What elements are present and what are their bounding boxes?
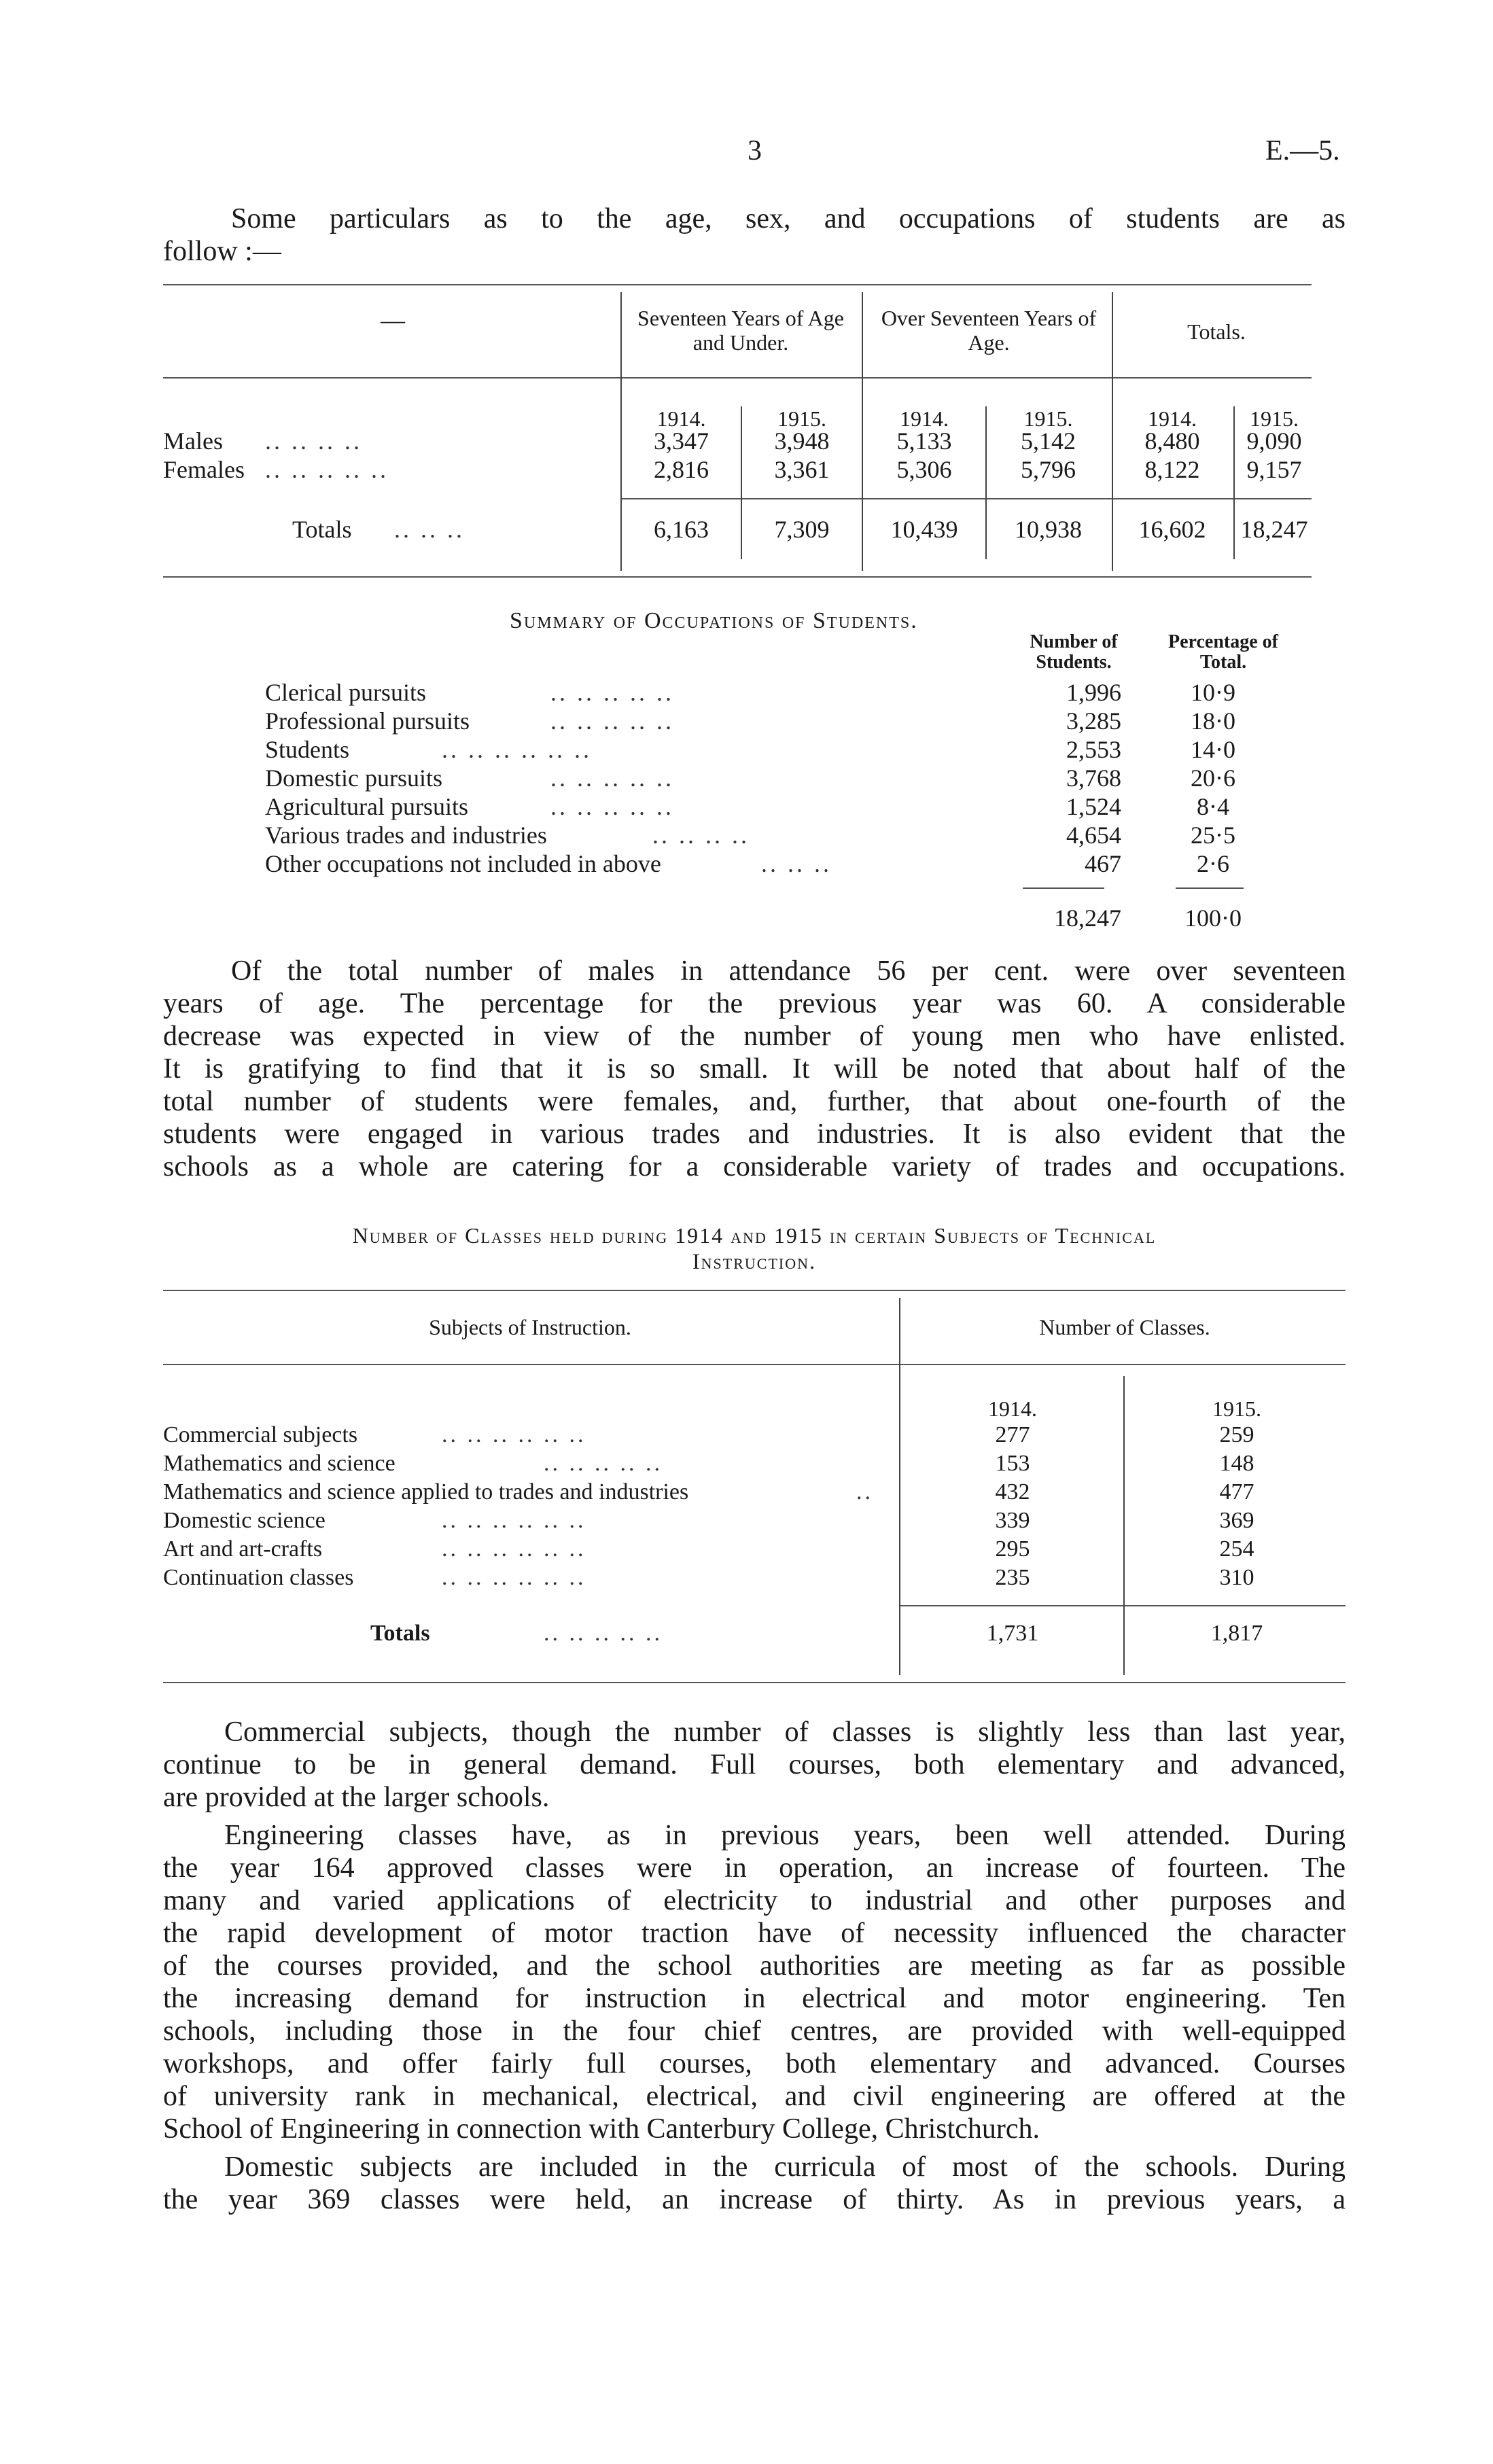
- student-count: 467: [1085, 850, 1121, 877]
- row-label: Females: [163, 456, 245, 483]
- cell: 10,938: [1015, 516, 1082, 543]
- cell: 8,122: [1144, 456, 1200, 483]
- student-count: 3,285: [1066, 707, 1121, 735]
- subject-label: Mathematics and science applied to trades and industries: [163, 1479, 689, 1504]
- occupations-title: Summary of Occupations of Students.: [510, 608, 918, 633]
- leader-dots: .. .. ..: [761, 850, 832, 877]
- cell: 2,816: [654, 456, 709, 483]
- text-line: workshops, and offer fairly full courses, both elementary and advanced. Courses: [163, 2048, 1346, 2079]
- percentage: 18·0: [1191, 707, 1235, 735]
- page-number: 3: [748, 135, 762, 166]
- text-line: of the courses provided, and the school authorities are meeting as far as possible: [163, 1950, 1346, 1982]
- occupation-label: Professional pursuits: [265, 707, 470, 735]
- cell: 3,361: [774, 456, 830, 483]
- occupations-total-number: 18,247: [1054, 904, 1121, 932]
- classes-title-line-1: Number of Classes held during 1914 and 1915 in certain Subjects of Technical: [352, 1223, 1157, 1248]
- cell: 5,142: [1021, 427, 1076, 455]
- cell: 295: [995, 1536, 1030, 1562]
- text-line: total number of students were females, and, further, that about one-fourth of the: [163, 1086, 1346, 1117]
- text-line: the rapid development of motor traction have of necessity influenced the character: [163, 1918, 1346, 1949]
- leader-dots: .. .. .. .. ..: [550, 764, 674, 792]
- subject-label: Continuation classes: [163, 1565, 354, 1590]
- text-line: the year 369 classes were held, an increase of thirty. As in previous years, a: [163, 2184, 1346, 2215]
- text-line: the increasing demand for instruction in electrical and motor engineering. Ten: [163, 1983, 1346, 2014]
- leader-dots: .. .. .. .. ..: [550, 679, 674, 706]
- number-of-classes-header: Number of Classes.: [1039, 1315, 1210, 1339]
- cell: 477: [1219, 1479, 1254, 1504]
- cell: 148: [1219, 1451, 1254, 1476]
- subject-label: Mathematics and science: [163, 1451, 396, 1476]
- cell: 5,133: [896, 427, 952, 455]
- cell: 235: [995, 1565, 1030, 1590]
- year-header: 1914.: [988, 1396, 1037, 1421]
- list-item: [265, 735, 1312, 764]
- cell: 10,439: [890, 516, 958, 543]
- percentage: 25·5: [1191, 822, 1235, 849]
- row-label: Males: [163, 427, 223, 455]
- leader-dots: .. .. .. .. ..: [265, 456, 389, 483]
- year-header: 1914.: [656, 406, 706, 431]
- subject-label: Commercial subjects: [163, 1422, 358, 1447]
- year-header: 1915.: [1212, 1396, 1261, 1421]
- cell: 5,796: [1021, 456, 1076, 483]
- text-line: the year 164 approved classes were in operation, an increase of fourteen. The: [163, 1852, 1346, 1884]
- text-line: schools, including those in the four chief centres, are provided with well-equipped: [163, 2016, 1346, 2047]
- leader-dots: ..: [856, 1479, 873, 1504]
- student-count: 3,768: [1066, 764, 1121, 792]
- text-line: years of age. The percentage for the previous year was 60. A considerable: [163, 988, 1346, 1019]
- leader-dots: .. .. .. .. ..: [550, 793, 674, 820]
- cell: 9,090: [1246, 427, 1302, 455]
- cell: 310: [1219, 1565, 1254, 1590]
- intro-line-1: Some particulars as to the age, sex, and occupations of students are as: [231, 203, 1346, 234]
- leader-dots: .. .. .. .. .. ..: [442, 1536, 586, 1562]
- text-line: students were engaged in various trades and industries. It is also evident that the: [163, 1119, 1346, 1150]
- subjects-column-header: Subjects of Instruction.: [429, 1315, 631, 1339]
- number-column-header: Number of Students.: [1030, 631, 1118, 673]
- year-header: 1915.: [1250, 406, 1299, 431]
- subject-label: Art and art-crafts: [163, 1536, 323, 1562]
- leader-dots: .. .. .. ..: [652, 822, 750, 849]
- text-line: School of Engineering in connection with Canterbury College, Christchurch.: [163, 2113, 1040, 2145]
- table-row: [163, 1565, 1346, 1594]
- cell: 432: [995, 1479, 1030, 1504]
- intro-line-2: follow :—: [163, 236, 281, 267]
- table-row: [163, 1479, 1346, 1508]
- table-row: [163, 1536, 1346, 1565]
- percentage-column-header: Percentage of Total.: [1168, 631, 1278, 673]
- text-line: are provided at the larger schools.: [163, 1782, 550, 1813]
- table-row: [163, 1508, 1346, 1536]
- leader-dots: .. .. .. .. ..: [544, 1621, 663, 1646]
- list-item: [265, 707, 1312, 735]
- stub-dash: —: [381, 306, 405, 334]
- leader-dots: .. .. .. ..: [265, 427, 362, 455]
- cell: 1,731: [986, 1621, 1039, 1646]
- student-count: 1,524: [1066, 793, 1121, 820]
- occupation-label: Other occupations not included in above: [265, 850, 661, 877]
- list-item: [265, 764, 1312, 792]
- cell: 16,602: [1138, 516, 1206, 543]
- cell: 8,480: [1144, 427, 1200, 455]
- year-header: 1914.: [1148, 406, 1197, 431]
- classes-title-line-2: Instruction.: [692, 1249, 816, 1273]
- cell: 277: [995, 1422, 1030, 1447]
- occupations-total-percent: 100·0: [1184, 904, 1242, 932]
- leader-dots: .. .. .. .. .. ..: [442, 736, 592, 763]
- leader-dots: .. .. ..: [394, 516, 465, 543]
- group-header-over-17: Over Seventeen Years of Age.: [881, 306, 1097, 355]
- percentage: 10·9: [1191, 679, 1235, 706]
- student-count: 2,553: [1066, 736, 1121, 763]
- year-header: 1915.: [777, 406, 826, 431]
- group-header-totals: Totals.: [1187, 319, 1246, 344]
- text-line: decrease was expected in view of the number of young men who have enlisted.: [163, 1021, 1346, 1052]
- cell: 369: [1219, 1508, 1254, 1533]
- table-row: [163, 1451, 1346, 1479]
- text-line: Engineering classes have, as in previous years, been well attended. During: [224, 1820, 1346, 1851]
- cell: 3,347: [654, 427, 709, 455]
- cell: 9,157: [1246, 456, 1302, 483]
- table-row: [163, 427, 1312, 455]
- table-row: [163, 455, 1312, 484]
- occupation-label: Agricultural pursuits: [265, 793, 468, 820]
- cell: 153: [995, 1451, 1030, 1476]
- cell: 254: [1219, 1536, 1254, 1562]
- leader-dots: .. .. .. .. ..: [550, 707, 674, 735]
- cell: 7,309: [774, 516, 830, 543]
- totals-label: Totals: [370, 1621, 430, 1646]
- occupation-label: Domestic pursuits: [265, 764, 442, 792]
- cell: 18,247: [1240, 516, 1308, 543]
- cell: 259: [1219, 1422, 1254, 1447]
- table-row: [163, 1422, 1346, 1451]
- percentage: 8·4: [1197, 793, 1229, 820]
- student-count: 4,654: [1066, 822, 1121, 849]
- occupation-label: Various trades and industries: [265, 822, 547, 849]
- text-line: continue to be in general demand. Full courses, both elementary and advanced,: [163, 1749, 1346, 1780]
- totals-row: [163, 515, 1312, 544]
- percentage: 2·6: [1197, 850, 1229, 877]
- text-line: Commercial subjects, though the number of classes is slightly less than last year,: [224, 1717, 1346, 1748]
- group-header-under-17: Seventeen Years of Age and Under.: [637, 306, 844, 355]
- occupation-label: Clerical pursuits: [265, 679, 426, 706]
- cell: 339: [995, 1508, 1030, 1533]
- totals-row: [163, 1621, 1346, 1649]
- list-item: [265, 792, 1312, 821]
- year-header: 1914.: [900, 406, 949, 431]
- student-count: 1,996: [1066, 679, 1121, 706]
- cell: 6,163: [654, 516, 709, 543]
- percentage: 20·6: [1191, 764, 1235, 792]
- text-line: of university rank in mechanical, electrical, and civil engineering are offered at the: [163, 2081, 1346, 2112]
- text-line: Domestic subjects are included in the curricula of most of the schools. During: [224, 2151, 1346, 2183]
- cell: 3,948: [774, 427, 830, 455]
- text-line: schools as a whole are catering for a considerable variety of trades and occupations.: [163, 1151, 1346, 1182]
- text-line: It is gratifying to find that it is so small. It will be noted that about half of the: [163, 1053, 1346, 1085]
- leader-dots: .. .. .. .. .. ..: [442, 1508, 586, 1533]
- leader-dots: .. .. .. .. ..: [544, 1451, 663, 1476]
- list-item: [265, 821, 1312, 849]
- row-label: Totals: [292, 516, 352, 543]
- text-line: many and varied applications of electricity to industrial and other purposes and: [163, 1885, 1346, 1916]
- cell: 5,306: [896, 456, 952, 483]
- percentage: 14·0: [1191, 736, 1235, 763]
- occupation-label: Students: [265, 736, 350, 763]
- leader-dots: .. .. .. .. .. ..: [442, 1422, 586, 1447]
- cell: 1,817: [1210, 1621, 1263, 1646]
- year-header: 1915.: [1023, 406, 1073, 431]
- list-item: [265, 678, 1312, 707]
- text-line: Of the total number of males in attendance 56 per cent. were over seventeen: [231, 955, 1346, 987]
- document-reference: E.—5.: [1265, 135, 1340, 166]
- leader-dots: .. .. .. .. .. ..: [442, 1565, 586, 1590]
- subject-label: Domestic science: [163, 1508, 326, 1533]
- list-item: [265, 849, 1312, 878]
